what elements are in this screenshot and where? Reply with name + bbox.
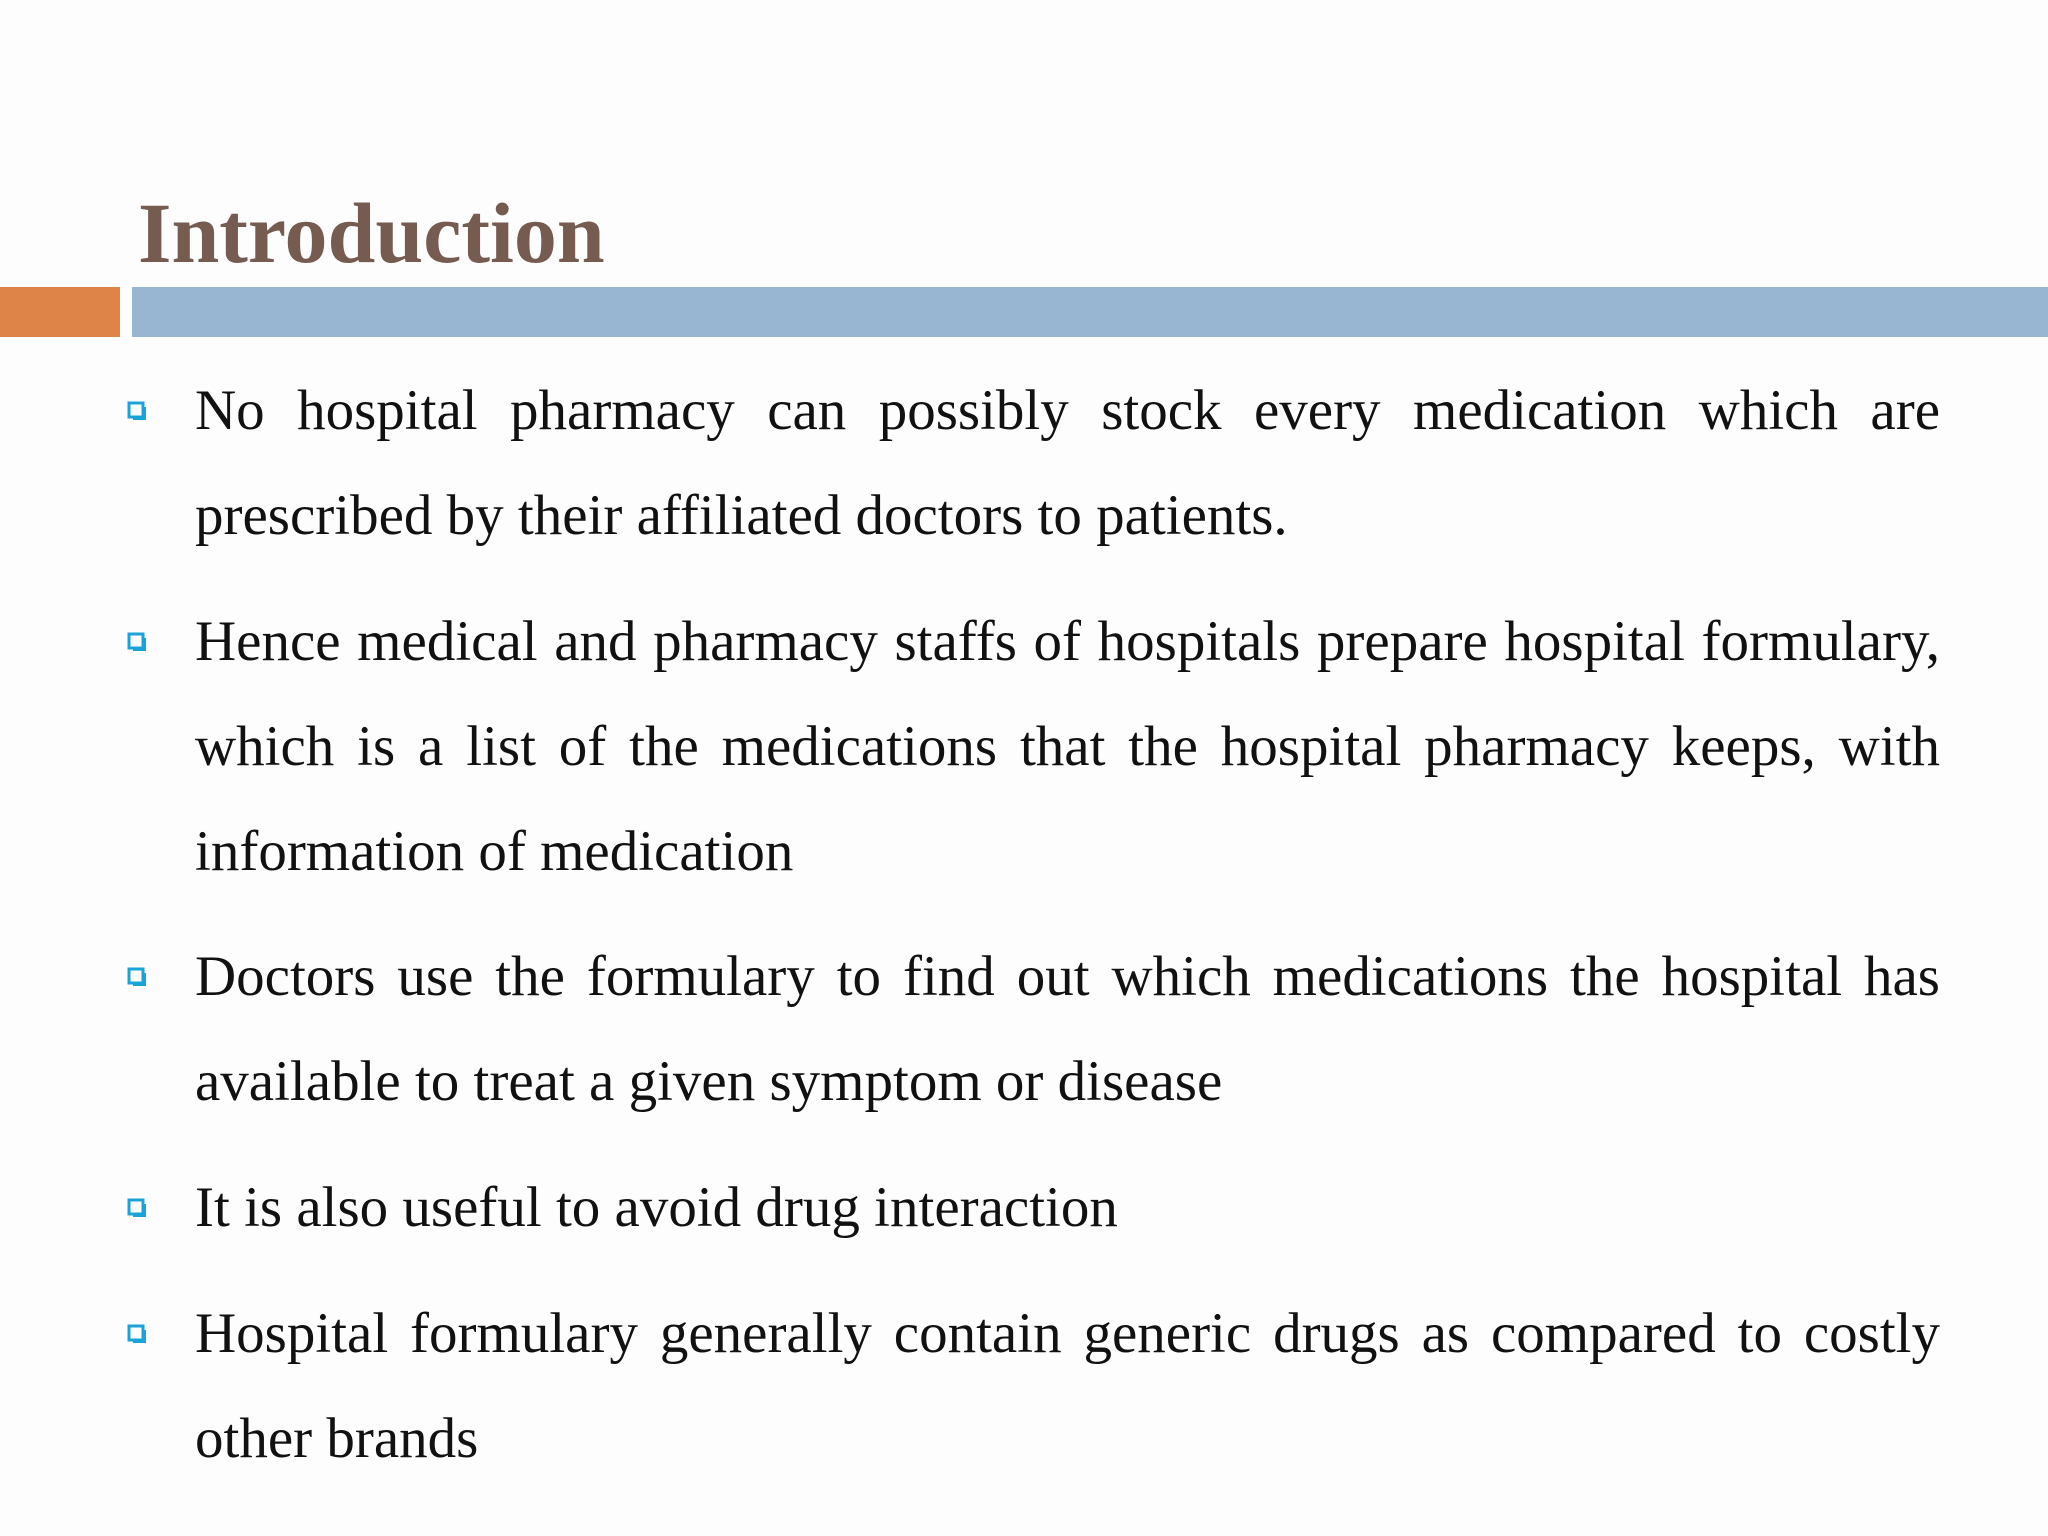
bullet-text-5: Hospital formulary generally contain generic drugs as compared to costly other brands [195, 1302, 1940, 1470]
square-bullet-icon [127, 632, 147, 652]
square-bullet-icon [127, 1324, 147, 1344]
slide-title: Introduction [138, 185, 605, 281]
bullet-text-3: Doctors use the formulary to find out which medications the hospital has available to treat a given symptom or disease [195, 945, 1940, 1113]
bullet-text-2: Hence medical and pharmacy staffs of hospitals prepare hospital formulary, which is a list of the medications that the hospital pharmacy keeps, with information of medication [195, 610, 1940, 883]
square-bullet-icon [127, 401, 147, 421]
bullet-text-1: No hospital pharmacy can possibly stock every medication which are prescribed by their affiliated doctors to patients. [195, 379, 1940, 547]
square-bullet-icon [127, 1198, 147, 1218]
bullet-text-4: It is also useful to avoid drug interaction [195, 1176, 1118, 1239]
square-bullet-icon [127, 967, 147, 987]
